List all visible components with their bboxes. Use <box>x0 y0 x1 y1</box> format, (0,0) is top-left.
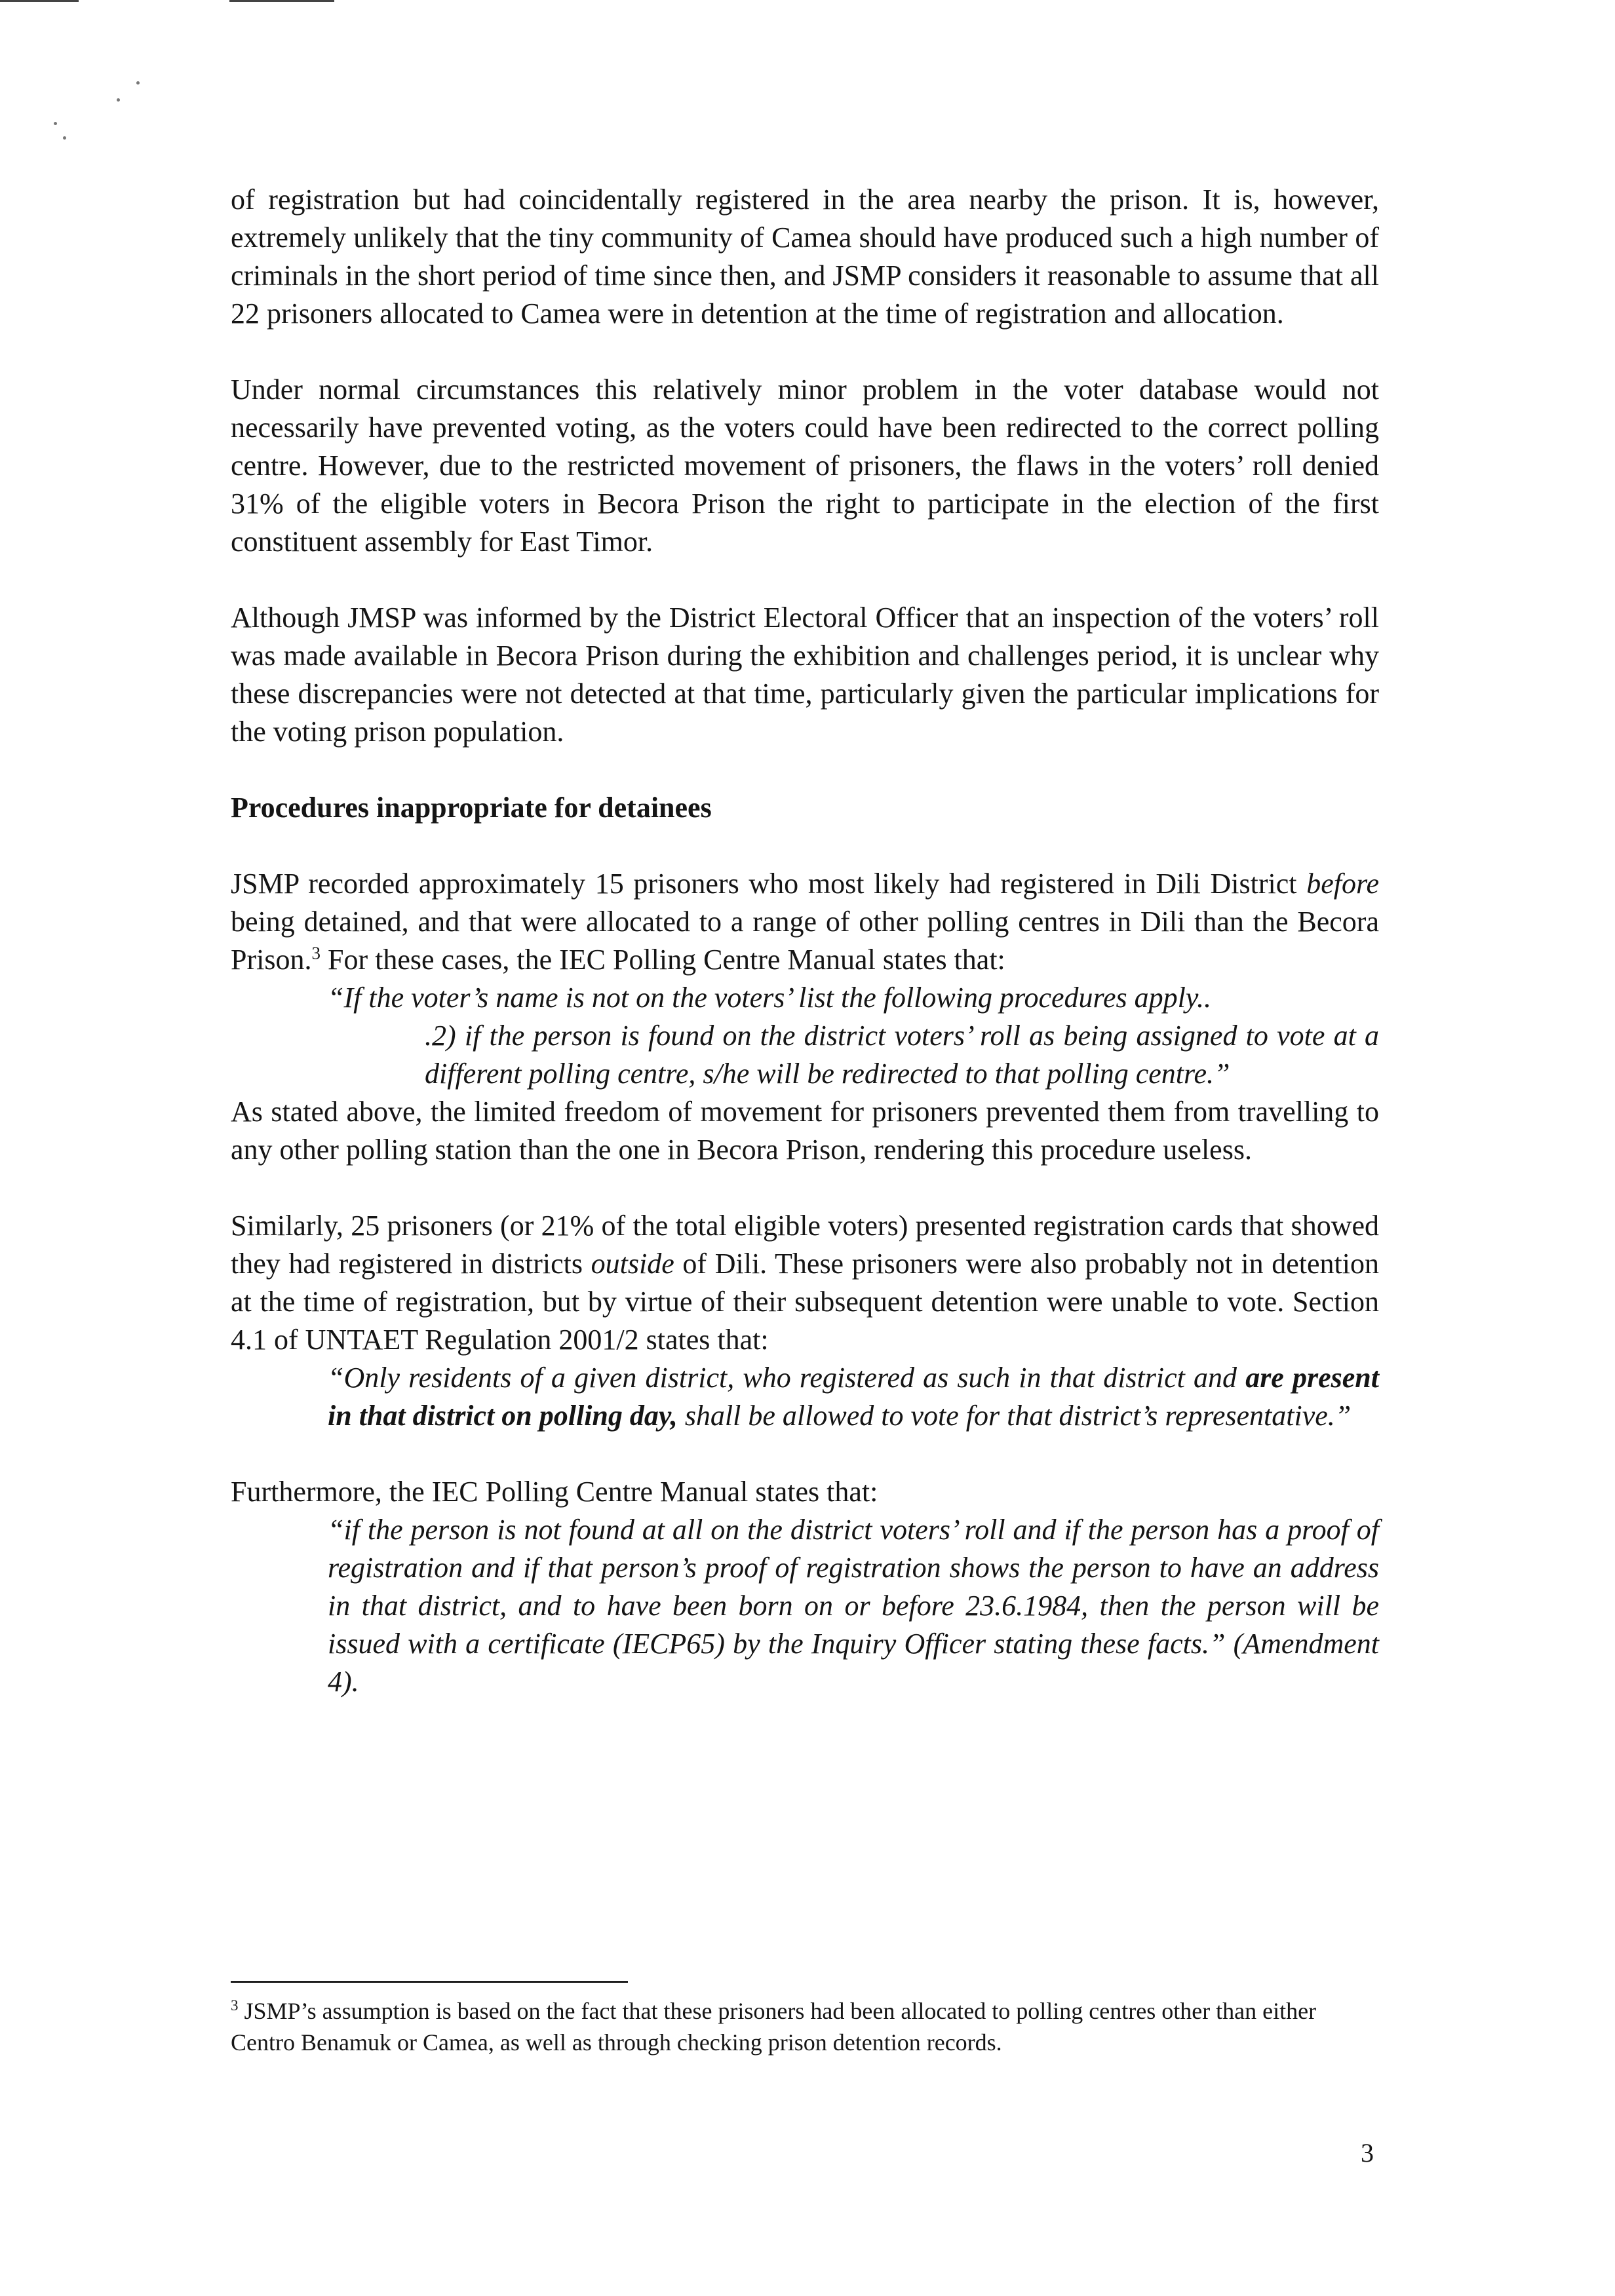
scan-speck <box>63 136 66 140</box>
section-heading: Procedures inappropriate for detainees <box>231 792 712 824</box>
footnote-text: JSMP’s assumption is based on the fact that these prisoners had been allocated to polling centres other than either Centro Benamuk or Camea, as well as through checking prison detention records. <box>231 1998 1317 2056</box>
page-number: 3 <box>1361 2138 1374 2168</box>
scan-artifact-line <box>229 0 334 2</box>
footnote-separator <box>231 1981 628 1983</box>
scan-artifact-line <box>0 0 79 2</box>
paragraph: As stated above, the limited freedom of movement for prisoners prevented them from travelling to any other polling station than the one in Becora Prison, rendering this procedure useless. <box>231 1096 1379 1166</box>
footnote-number: 3 <box>231 1997 239 2014</box>
paragraph: JSMP recorded approximately 15 prisoners who most likely had registered in Dili District before being detained, and that were allocated to a range of other polling centres in Dili than the Becora Prison.$^3$ For these cases, the IEC Polling Centre Manual states that: <box>231 868 1379 976</box>
scan-speck <box>54 122 57 125</box>
block-quote: “If the voter’s name is not on the voters’ list the following procedures apply.. <box>328 982 1211 1014</box>
footnote <box>231 1995 1358 2058</box>
document-body <box>231 181 1379 1701</box>
block-quote: “Only residents of a given district, who registered as such in that district and are present in that district on polling day, shall be allowed to vote for that district’s representative.” <box>328 1362 1379 1432</box>
paragraph: of registration but had coincidentally registered in the area nearby the prison. It is, however, extremely unlikely that the tiny community of Camea should have produced such a high number of criminals in the short period of time since then, and JSMP considers it reasonable to assume that all 22 prisoners allocated to Camea were in detention at the time of registration and allocation. <box>231 183 1379 330</box>
paragraph: Furthermore, the IEC Polling Centre Manual states that: <box>231 1476 878 1508</box>
emphasis: before <box>1306 868 1379 900</box>
scan-speck <box>136 81 140 85</box>
paragraph: Although JMSP was informed by the District Electoral Officer that an inspection of the voters’ roll was made available in Becora Prison during the exhibition and challenges period, it is unclear why these discrepancies were not detected at that time, particularly given the particular implications for the voting prison population. <box>231 602 1379 748</box>
paragraph: Similarly, 25 prisoners (or 21% of the total eligible voters) presented registration cards that showed they had registered in districts outside of Dili. These prisoners were also probably not in detention at the time of registration, but by virtue of their subsequent detention were unable to vote. Section 4.1 of UNTAET Regulation 2001/2 states that: <box>231 1210 1379 1356</box>
scan-speck <box>117 98 120 102</box>
paragraph: Under normal circumstances this relatively minor problem in the voter database would not necessarily have prevented voting, as the voters could have been redirected to the correct polling centre. However, due to the restricted movement of prisoners, the flaws in the voters’ roll denied 31% of the eligible voters in Becora Prison the right to participate in the election of the first constituent assembly for East Timor. <box>231 373 1379 558</box>
block-quote: “if the person is not found at all on the district voters’ roll and if the person has a proof of registration and if that person’s proof of registration shows the person to have an address in that district, and to have been born on or before 23.6.1984, then the person will be issued with a certificate (IECP65) by the Inquiry Officer stating these facts.” (Amendment 4). <box>328 1514 1379 1698</box>
footnote-reference[interactable]: 3 <box>311 943 321 963</box>
emphasis: outside <box>591 1248 674 1280</box>
bold-emphasis: are present in that district on polling day, <box>328 1362 1379 1432</box>
block-quote: .2) if the person is found on the district voters’ roll as being assigned to vote at a different polling centre, s/he will be redirected to that polling centre.” <box>425 1020 1379 1090</box>
